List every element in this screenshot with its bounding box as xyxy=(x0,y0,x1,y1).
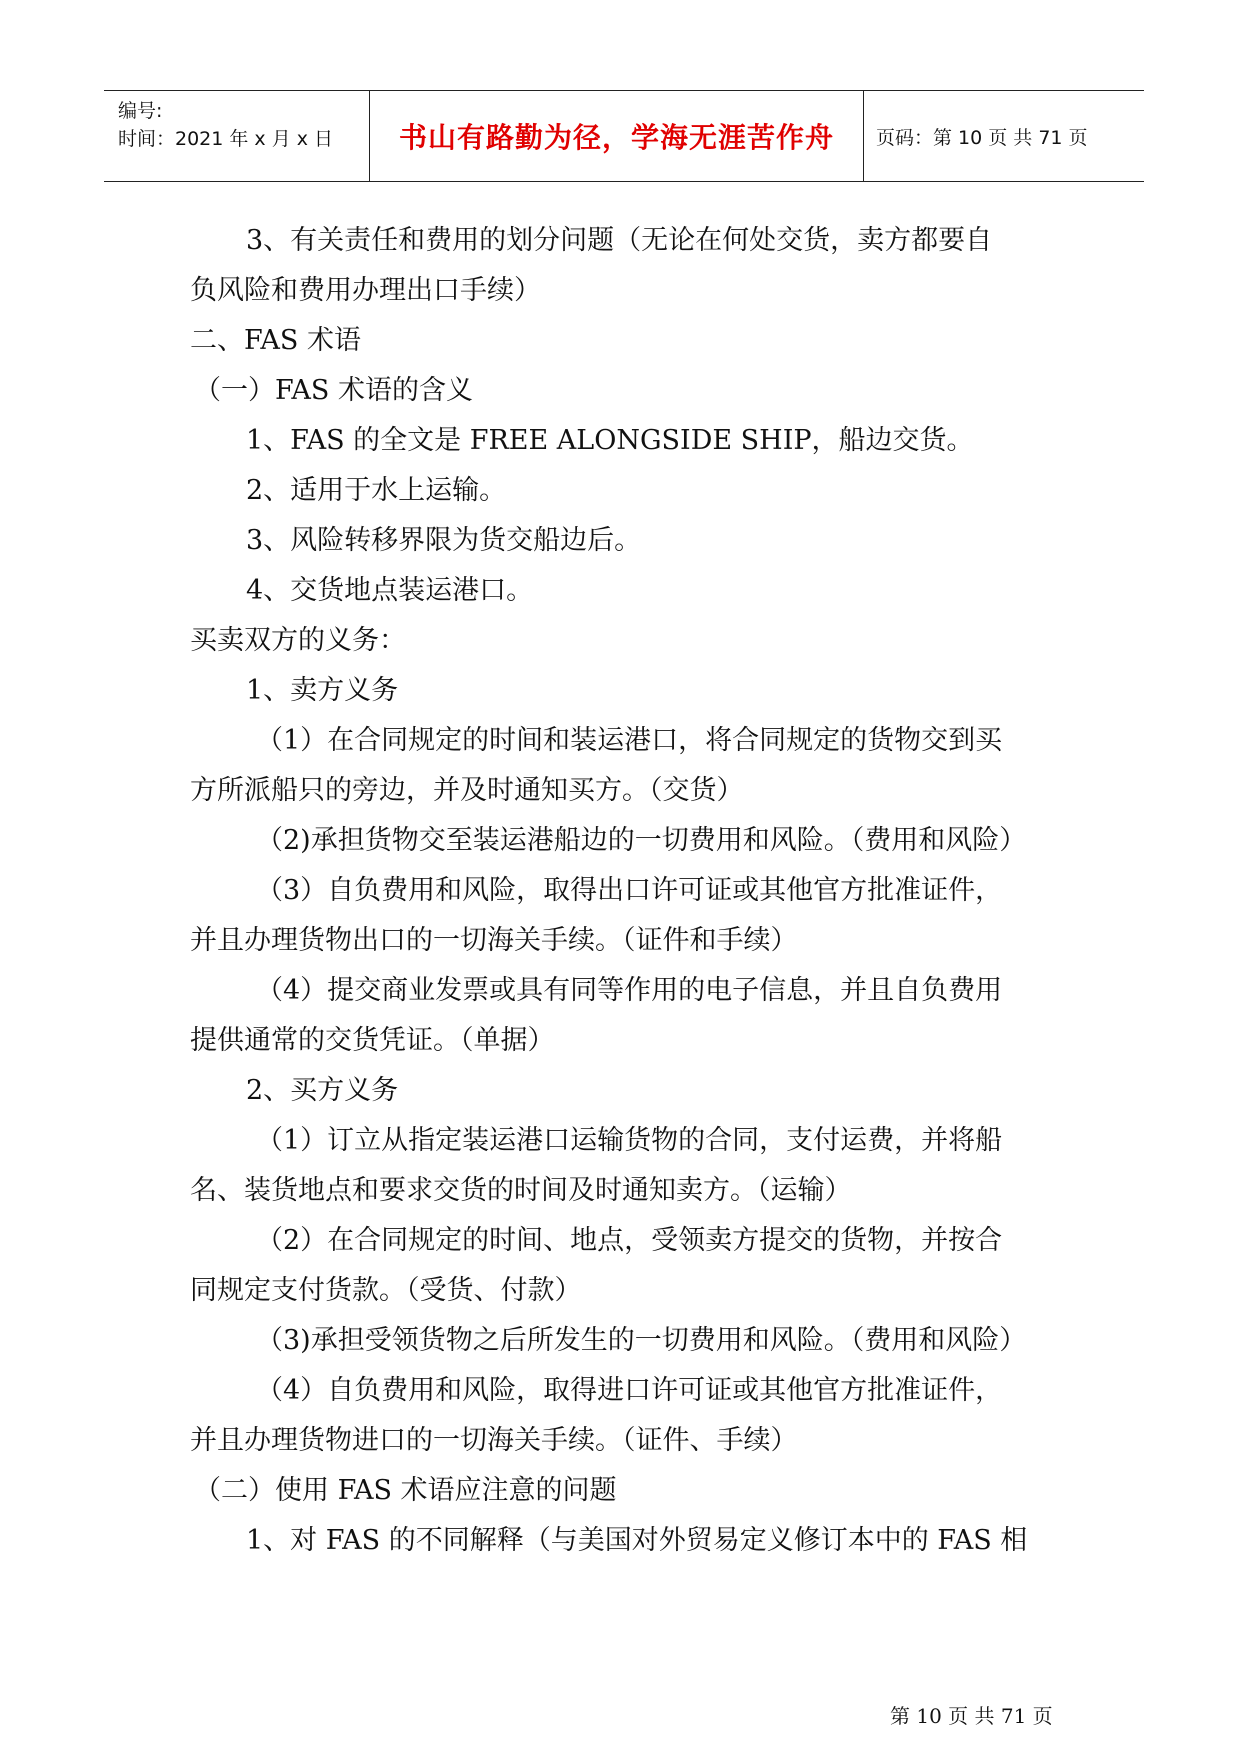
text-line: 3、有关责任和费用的划分问题（无论在何处交货，卖方都要自 xyxy=(246,225,993,256)
text-line: 2、买方义务 xyxy=(246,1075,399,1106)
footer-page-number: 第 10 页 共 71 页 xyxy=(890,1704,1053,1728)
header-meta xyxy=(104,91,370,181)
page-info-text: 页码：第 10 页 共 71 页 xyxy=(876,126,1088,149)
text-line: （1）订立从指定装运港口运输货物的合同，支付运费，并将船 xyxy=(256,1125,1003,1156)
text-line: 负风险和费用办理出口手续） xyxy=(190,275,541,306)
time-label: 时间：2021 年 x 月 x 日 xyxy=(118,128,334,150)
document-body xyxy=(190,216,1070,1566)
text-line: （4）自负费用和风险，取得进口许可证或其他官方批准证件， xyxy=(256,1375,1003,1406)
page-footer xyxy=(890,1700,1053,1729)
text-line: 1、对 FAS 的不同解释（与美国对外贸易定义修订本中的 FAS 相 xyxy=(246,1525,1028,1556)
serial-label: 编号: xyxy=(118,100,163,122)
text-line: 方所派船只的旁边，并及时通知买方。（交货） xyxy=(190,775,744,806)
text-line: 并且办理货物进口的一切海关手续。（证件、手续） xyxy=(190,1425,798,1456)
text-line: （2)承担货物交至装运港船边的一切费用和风险。（费用和风险） xyxy=(256,825,1027,856)
header-motto-cell xyxy=(370,91,864,181)
text-line: 同规定支付货款。（受货、付款） xyxy=(190,1275,582,1306)
text-line: 提供通常的交货凭证。（单据） xyxy=(190,1025,555,1056)
text-line: （1）在合同规定的时间和装运港口，将合同规定的货物交到买 xyxy=(256,725,1003,756)
text-line: （3）自负费用和风险，取得出口许可证或其他官方批准证件， xyxy=(256,875,1003,906)
text-line: 2、适用于水上运输。 xyxy=(246,475,507,506)
text-line: 4、交货地点装运港口。 xyxy=(246,575,534,606)
text-line: 1、FAS 的全文是 FREE ALONGSIDE SHIP，船边交货。 xyxy=(246,425,974,456)
text-line: （2）在合同规定的时间、地点，受领卖方提交的货物，并按合 xyxy=(256,1225,1003,1256)
text-line: 名、装货地点和要求交货的时间及时通知卖方。（运输） xyxy=(190,1175,852,1206)
text-line: 1、卖方义务 xyxy=(246,675,399,706)
text-line: 二、FAS 术语 xyxy=(190,325,361,356)
text-line: 并且办理货物出口的一切海关手续。（证件和手续） xyxy=(190,925,798,956)
text-line: （4）提交商业发票或具有同等作用的电子信息，并且自负费用 xyxy=(256,975,1003,1006)
text-line: （3)承担受领货物之后所发生的一切费用和风险。（费用和风险） xyxy=(256,1325,1027,1356)
text-line: 买卖双方的义务： xyxy=(190,625,406,656)
page-header xyxy=(104,90,1144,182)
header-page-info xyxy=(864,91,1144,181)
text-line: （二）使用 FAS 术语应注意的问题 xyxy=(194,1475,617,1506)
text-line: （一）FAS 术语的含义 xyxy=(194,375,473,406)
motto-text: 书山有路勤为径，学海无涯苦作舟 xyxy=(398,121,834,154)
text-line: 3、风险转移界限为货交船边后。 xyxy=(246,525,642,556)
